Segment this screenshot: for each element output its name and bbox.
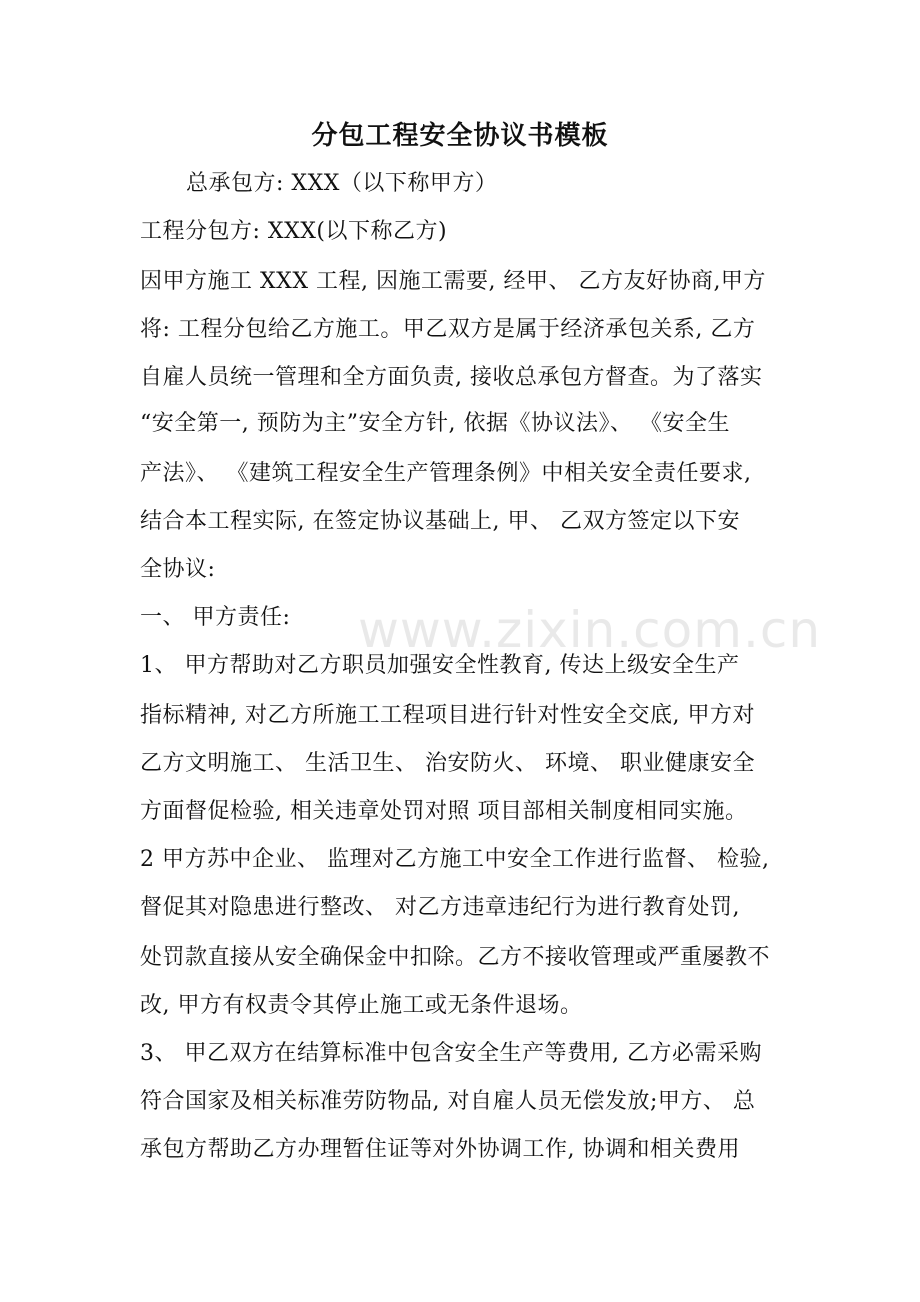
document-line: 将: 工程分包给乙方施工。甲乙双方是属于经济承包关系, 乙方 bbox=[140, 317, 756, 342]
document-line: 方面督促检验, 相关违章处罚对照 项目部相关制度相同实施。 bbox=[140, 799, 748, 824]
document-line: 1、 甲方帮助对乙方职员加强安全性教育, 传达上级安全生产 bbox=[140, 653, 740, 678]
document-line: 符合国家及相关标准劳防物品, 对自雇人员无偿发放;甲方、 总 bbox=[140, 1089, 756, 1114]
document-title: 分包工程安全协议书模板 bbox=[311, 121, 609, 151]
document-line: 督促其对隐患进行整改、 对乙方违章违纪行为进行教育处罚, bbox=[140, 895, 740, 920]
document-line: 乙方文明施工、 生活卫生、 治安防火、 环境、 职业健康安全 bbox=[140, 751, 755, 776]
section-heading: 一、 甲方责任: bbox=[140, 605, 291, 630]
document-line: “安全第一, 预防为主”安全方针, 依据《协议法》、 《安全生 bbox=[140, 411, 730, 436]
document-line: 承包方帮助乙方办理暂住证等对外协调工作, 协调和相关费用 bbox=[140, 1137, 740, 1162]
document-line: 全协议: bbox=[140, 557, 216, 582]
document-line: 结合本工程实际, 在签定协议基础上, 甲、 乙双方签定以下安 bbox=[140, 509, 740, 534]
document-line: 改, 甲方有权责令其停止施工或无条件退场。 bbox=[140, 993, 583, 1018]
document-line: 总承包方: XXX（以下称甲方） bbox=[186, 171, 498, 196]
document-line: 3、 甲乙双方在结算标准中包含安全生产等费用, 乙方必需采购 bbox=[140, 1041, 762, 1066]
document-line: 处罚款直接从安全确保金中扣除。乙方不接收管理或严重屡教不 bbox=[140, 945, 771, 970]
document-line: 2 甲方苏中企业、 监理对乙方施工中安全工作进行监督、 检验, bbox=[140, 847, 770, 872]
document-line: 产法》、 《建筑工程安全生产管理条例》中相关安全责任要求, bbox=[140, 461, 752, 486]
document-line: 工程分包方: XXX(以下称乙方) bbox=[140, 219, 448, 244]
document-line: 自雇人员统一管理和全方面负责, 接收总承包方督查。为了落实 bbox=[140, 365, 763, 390]
document-line: 指标精神, 对乙方所施工工程项目进行针对性安全交底, 甲方对 bbox=[140, 703, 755, 728]
watermark: www.zixin.com.cn bbox=[358, 601, 822, 659]
document-line: 因甲方施工 XXX 工程, 因施工需要, 经甲、 乙方友好协商,甲方 bbox=[140, 269, 766, 294]
